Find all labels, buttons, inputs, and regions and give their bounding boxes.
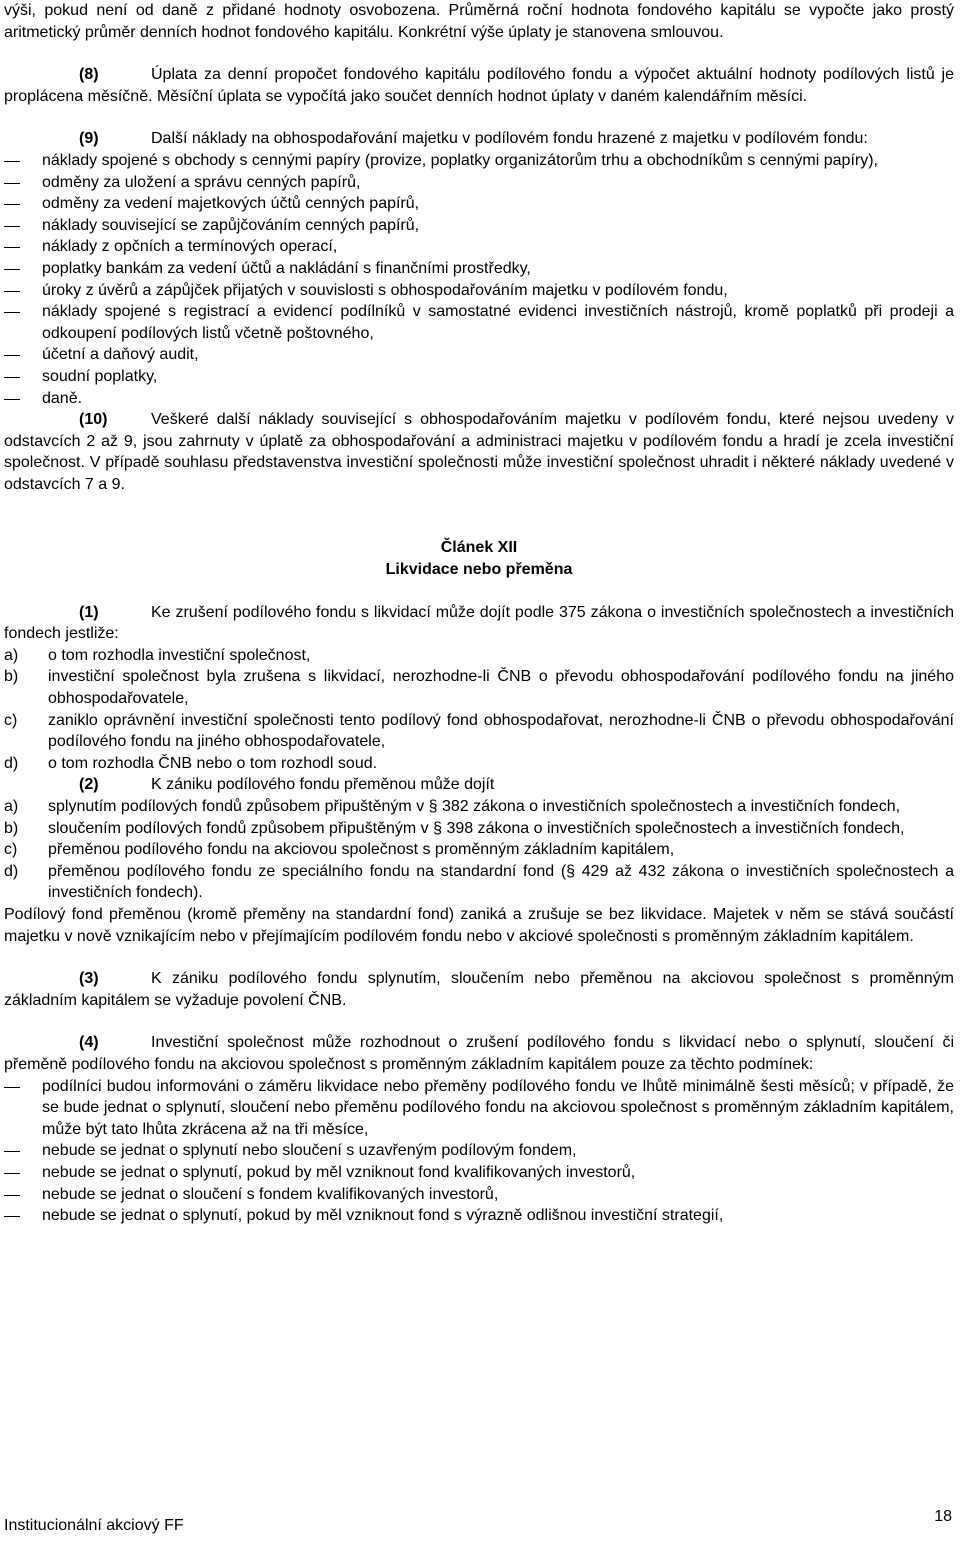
list-letter: c) (4, 711, 18, 729)
paragraph-text: K zániku podílového fondu splynutím, sloučením nebo přeměnou na akciovou společnost s proměnným základním kapitálem se vyžaduje povolení ČNB. (4, 970, 954, 1009)
paragraph-10 (4, 409, 954, 495)
list-item: náklady spojené s obchody s cennými papíry (provize, poplatky organizátorům trhu a obchodníkům s cennými papíry), (4, 150, 954, 172)
paragraph-text: K zániku podílového fondu přeměnou může dojít (151, 776, 495, 794)
paragraph-text: Úplata za denní propočet fondového kapitálu podílového fondu a výpočet aktuální hodnoty podílových listů je proplácena měsíčně. Měsíční úplata se vypočítá jako součet denních hodnot úplaty v daném kalendářním měsíci. (4, 66, 954, 105)
list-item (4, 710, 954, 753)
list-item-text: o tom rozhodla ČNB nebo o tom rozhodl soud. (48, 754, 378, 772)
list-item: daně. (4, 388, 954, 410)
paragraph-8 (4, 64, 954, 107)
list-item-text: přeměnou podílového fondu na akciovou společnost s proměnným základním kapitálem, (48, 841, 675, 859)
cost-list (4, 150, 954, 409)
article-paragraph-3 (4, 968, 954, 1011)
paragraph-number: (1) (79, 603, 99, 621)
list-letter: d) (4, 754, 19, 772)
list-item-text: zaniklo oprávnění investiční společnosti tento podílový fond obhospodařovat, nerozhodne-li ČNB o převodu obhospodařování podílového fondu na jiného obhospodařovatele, (48, 711, 954, 751)
list-item-text: splynutím podílových fondů způsobem připuštěným v § 382 zákona o investičních společnostech a investičních fondech, (48, 798, 901, 815)
list-letter: a) (4, 646, 19, 664)
article-paragraph-1 (4, 602, 954, 645)
list-item: úroky z úvěrů a zápůjček přijatých v souvislosti s obhospodařováním majetku v podílovém fondu, (4, 280, 954, 302)
liquidation-conditions-list (4, 645, 954, 775)
list-letter: d) (4, 862, 19, 880)
list-item (4, 818, 954, 840)
list-item: odměny za uložení a správu cenných papírů, (4, 172, 954, 194)
conditions-list (4, 1076, 954, 1227)
list-item: náklady spojené s registrací a evidencí podílníků v samostatné evidenci investičních nástrojů, kromě poplatků při prodeji a odkoupení podílových listů včetně poštovného, (4, 301, 954, 344)
list-item: nebude se jednat o sloučení s fondem kvalifikovaných investorů, (4, 1184, 954, 1206)
transformation-note: Podílový fond přeměnou (kromě přeměny na standardní fond) zaniká a zrušuje se bez likvidace. Majetek v něm se stává součástí majetku v nově vznikajícím nebo v přejímajícím podílovém fondu nebo v akciové společnosti s proměnným základním kapitálem. (4, 905, 954, 945)
list-item (4, 861, 954, 904)
paragraph-number: (10) (79, 411, 108, 429)
paragraph-text: Další náklady na obhospodařování majetku v podílovém fondu hrazené z majetku v podílovém fondu: (151, 130, 868, 148)
list-item: nebude se jednat o splynutí, pokud by měl vzniknout fond s výrazně odlišnou investiční strategií, (4, 1205, 954, 1227)
list-letter: a) (4, 798, 19, 815)
footer-fund-name: Institucionální akciový FF (4, 1517, 184, 1534)
paragraph-text: Investiční společnost může rozhodnout o zrušení podílového fondu s likvidací nebo o splynutí, sloučení či přeměně podílového fondu na akciovou společnost s proměnným základním kapitálem pouze za těchto podmínek: (4, 1034, 954, 1073)
paragraph-number: (9) (79, 130, 99, 148)
list-item-text: přeměnou podílového fondu ze speciálního fondu na standardní fond (§ 429 až 432 zákona o investičních společnostech a investičních fondech). (48, 862, 954, 902)
list-item: poplatky bankám za vedení účtů a nakládání s finančními prostředky, (4, 258, 954, 280)
list-letter: c) (4, 841, 18, 859)
list-letter: b) (4, 668, 19, 686)
list-item (4, 753, 954, 775)
article-title: Článek XII (440, 539, 518, 557)
list-letter: b) (4, 819, 19, 837)
paragraph-text: Ke zrušení podílového fondu s likvidací může dojít podle 375 zákona o investičních společnostech a investičních fondech jestliže: (4, 603, 954, 643)
paragraph-number: (8) (79, 66, 99, 84)
list-item: náklady související se zapůjčováním cenných papírů, (4, 215, 954, 237)
document-page (4, 0, 954, 1227)
list-item (4, 796, 954, 818)
article-subtitle: Likvidace nebo přeměna (385, 561, 573, 579)
transformation-list (4, 796, 954, 904)
paragraph-number: (2) (79, 776, 99, 794)
paragraph-text: Veškeré další náklady související s obhospodařováním majetku v podílovém fondu, které nejsou uvedeny v odstavcích 2 až 9, jsou zahrnuty v úplatě za obhospodařování a administraci majetku v podílovém fondu a hradí je zcela investiční společnost. V případě souhlasu představenstva investiční společnosti může investiční společnost uhradit i některé náklady uvedené v odstavcích 7 a 9. (4, 411, 954, 493)
list-item-text: sloučením podílových fondů způsobem připuštěným v § 398 zákona o investičních společnostech a investičních fondech, (48, 819, 905, 837)
list-item (4, 666, 954, 709)
list-item: nebude se jednat o splynutí nebo sloučení s uzavřeným podílovým fondem, (4, 1140, 954, 1162)
list-item (4, 839, 954, 861)
list-item-text: o tom rozhodla investiční společnost, (48, 646, 311, 664)
list-item: účetní a daňový audit, (4, 344, 954, 366)
list-item: podílníci budou informováni o záměru likvidace nebo přeměny podílového fondu ve lhůtě minimálně šesti měsíců; v případě, že se bude jednat o splynutí, sloučení nebo přeměnu podílového fondu na akciovou společnost s proměnným základním kapitálem, může být tato lhůta zkrácena až na tři měsíce, (4, 1076, 954, 1141)
list-item (4, 645, 954, 667)
list-item: nebude se jednat o splynutí, pokud by měl vzniknout fond kvalifikovaných investorů, (4, 1162, 954, 1184)
list-item: soudní poplatky, (4, 366, 954, 388)
paragraph-9 (4, 128, 954, 150)
page-number: 18 (934, 1508, 952, 1525)
intro-paragraph: výši, pokud není od daně z přidané hodnoty osvobozena. Průměrná roční hodnota fondového kapitálu se vypočte jako prostý aritmetický průměr denních hodnot fondového kapitálu. Konkrétní výše úplaty je stanovena smlouvou. (4, 2, 954, 41)
paragraph-number: (4) (79, 1034, 99, 1052)
article-paragraph-4 (4, 1032, 954, 1075)
article-paragraph-2 (4, 774, 954, 796)
list-item-text: investiční společnost byla zrušena s likvidací, nerozhodne-li ČNB o převodu obhospodařování podílového fondu na jiného obhospodařovatele, (48, 668, 954, 708)
list-item: odměny za vedení majetkových účtů cenných papírů, (4, 193, 954, 215)
paragraph-number: (3) (79, 970, 99, 988)
list-item: náklady z opčních a termínových operací, (4, 236, 954, 258)
